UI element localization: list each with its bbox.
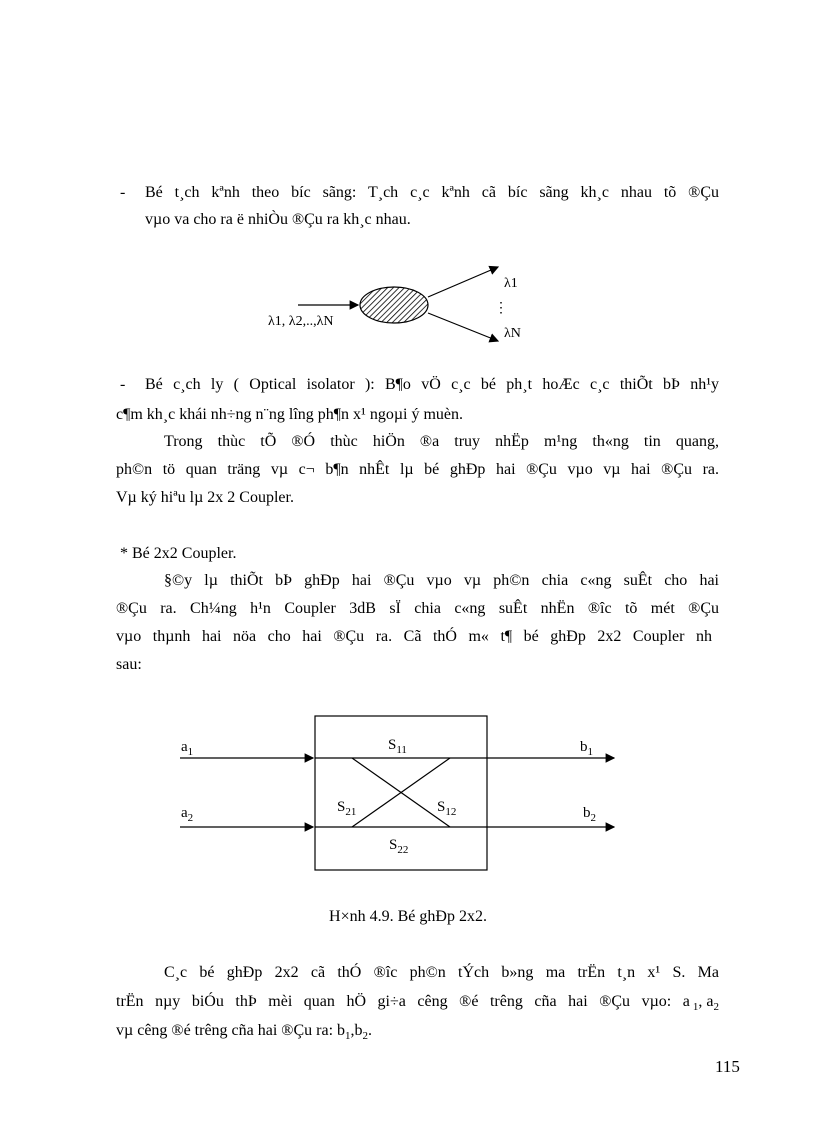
para2-line2: c¶m kh¸c khái nh÷ng n¨ng lîng ph¶n x¹ ngoµi ý muèn. bbox=[116, 406, 464, 423]
label-s12: $S_{12}$ bbox=[437, 799, 457, 818]
demux-output-label-top: λ1 bbox=[504, 276, 518, 291]
para5-line1: C¸c bé ghÐp 2x2 cã thÓ ®îc ph©n tÝch b»ng ma trËn t¸n x¹ S. Ma bbox=[164, 964, 719, 981]
label-a2: $a_2$ bbox=[181, 805, 194, 824]
figure-caption: H×nh 4.9. Bé ghÐp 2x2. bbox=[329, 908, 487, 925]
para1-line1: Bé t¸ch kªnh theo bíc sãng: T¸ch c¸c kªnh cã bíc sãng kh¸c nhau tõ ®Çu bbox=[145, 184, 719, 201]
demux-output-label-bottom: λN bbox=[504, 326, 521, 341]
para5-line2-text: trËn nµy biÓu thÞ mèi quan hÖ gi÷a cêng ®é trêng cña hai ®Çu vµo: a bbox=[116, 993, 690, 1010]
label-s21: $S_{21}$ bbox=[337, 799, 357, 818]
para5-line3: vµ cêng ®é trêng cña hai ®Çu ra: $b_1,b_2$. bbox=[116, 1022, 373, 1043]
label-b2: $b_2$ bbox=[583, 805, 596, 824]
section-heading: * Bé 2x2 Coupler. bbox=[120, 545, 237, 562]
para4-line4: sau: bbox=[116, 656, 142, 673]
label-a1: $a_1$ bbox=[181, 739, 194, 758]
para4-line2: ®Çu ra. Ch¼ng h¹n Coupler 3dB sÏ chia c«ng suÊt nhËn ®îc tõ mét ®Çu bbox=[116, 600, 719, 617]
para3-line1: Trong thùc tÕ ®Ó thùc hiÖn ®a truy nhËp m¹ng th«ng tin quang, bbox=[164, 433, 719, 450]
label-b1: $b_1$ bbox=[580, 739, 593, 758]
demux-input-label: λ1, λ2,..,λN bbox=[268, 314, 334, 329]
para2-line1: Bé c¸ch ly ( Optical isolator ): B¶o vÖ c¸c bé ph¸t hoÆc c¸c thiÕt bÞ nh¹y bbox=[145, 376, 719, 393]
para3-line3: Vµ ký hiªu lµ 2x 2 Coupler. bbox=[116, 489, 294, 506]
bullet-1: - bbox=[120, 184, 126, 201]
demux-output-arrow-bottom bbox=[428, 313, 498, 341]
bullet-2: - bbox=[120, 376, 126, 393]
page-number: 115 bbox=[715, 1057, 740, 1076]
demux-figure bbox=[250, 255, 550, 350]
para3-line2: ph©n tö quan träng vµ c¬ b¶n nhÊt lµ bé ghÐp hai ®Çu vµo vµ hai ®Çu ra. bbox=[116, 461, 719, 478]
label-s22: $S_{22}$ bbox=[389, 837, 409, 856]
coupler-figure bbox=[170, 710, 630, 880]
para1-line2: vµo va cho ra ë nhiÒu ®Çu ra kh¸c nhau. bbox=[145, 211, 411, 228]
para4-line3: vµo thµnh hai nöa cho hai ®Çu ra. Cã thÓ m« t¶ bé ghÐp 2x2 Coupler nh bbox=[116, 628, 712, 645]
para4-line1: §©y lµ thiÕt bÞ ghÐp hai ®Çu vµo vµ ph©n chia c«ng suÊt cho hai bbox=[164, 572, 719, 589]
demux-ellipse bbox=[360, 287, 428, 323]
para5-line2 bbox=[116, 992, 719, 1017]
label-s11: $S_{11}$ bbox=[388, 737, 407, 756]
demux-dots: ⋮ bbox=[494, 301, 508, 316]
demux-output-arrow-top bbox=[428, 267, 498, 297]
para5-line2-vars: $_1$, $a_2$ bbox=[692, 993, 719, 1014]
